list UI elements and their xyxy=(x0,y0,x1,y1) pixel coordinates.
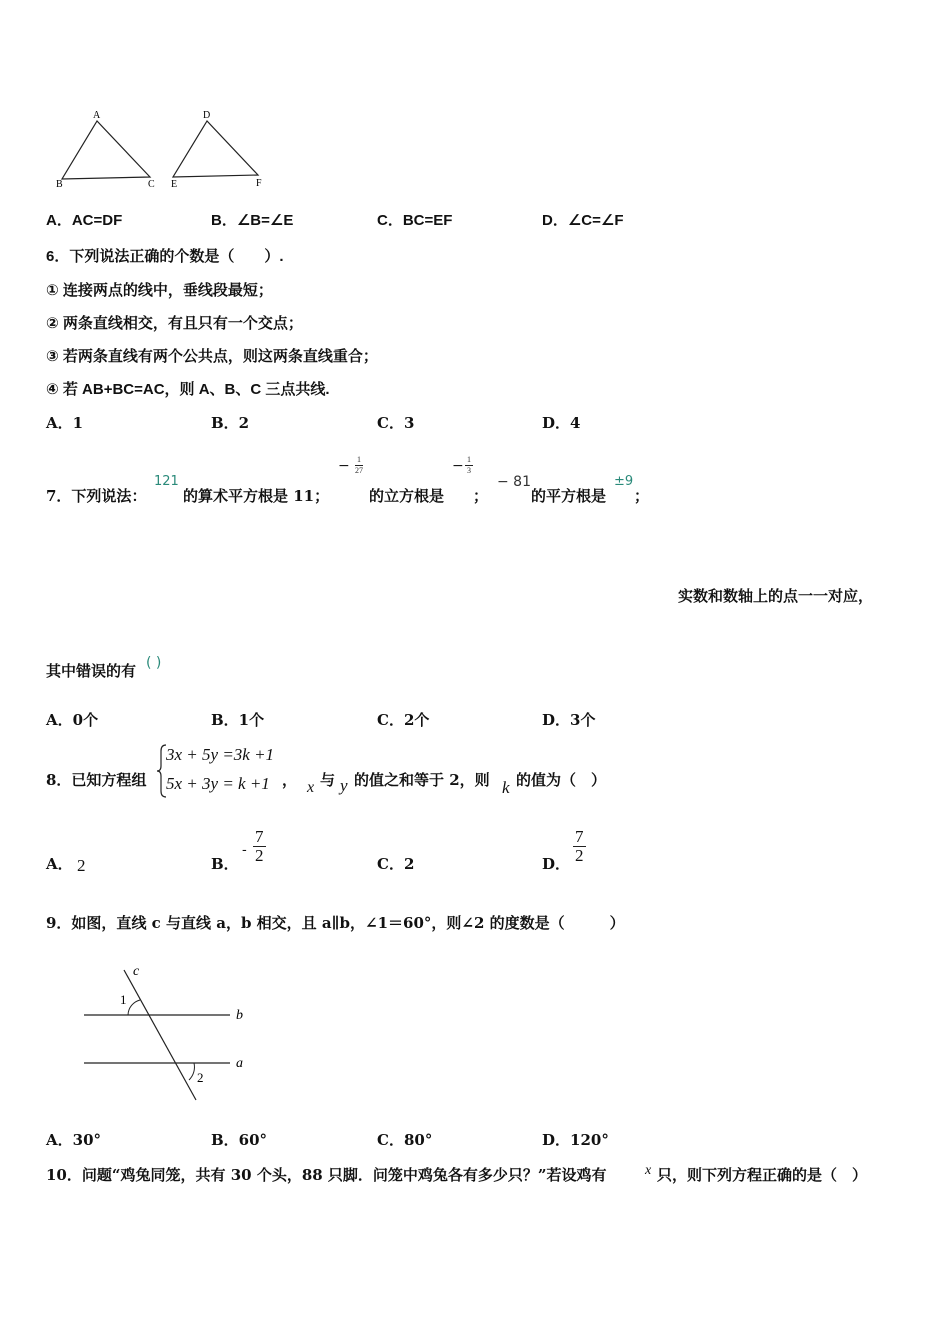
fraction-denominator: 2 xyxy=(575,846,584,865)
q7-fraction-1-27 xyxy=(353,455,365,476)
angle-1-arc xyxy=(128,1000,140,1015)
q6-stem: 6．下列说法正确的个数是（ ）. xyxy=(46,248,284,265)
q8-comma: ， xyxy=(282,771,298,789)
angle-2-arc xyxy=(189,1063,194,1080)
q7-semicolon-2: ； xyxy=(634,487,650,505)
label-d: D xyxy=(203,110,211,121)
triangle-def xyxy=(173,121,258,177)
q5-option-c: C．BC=EF xyxy=(377,212,453,229)
label-a: A xyxy=(93,110,101,121)
q7-plus-minus-9: ±9 xyxy=(614,474,634,489)
q7-option-a: A．0个 xyxy=(46,711,99,729)
q6-item-2: ② 两条直线相交，有且只有一个交点； xyxy=(46,315,303,332)
label-2: 2 xyxy=(197,1070,204,1085)
q7-option-c: C．2个 xyxy=(377,711,430,729)
q8-var-x: x xyxy=(307,779,315,796)
q6-item-4: ④ 若 AB+BC=AC，则 A、B、C 三点共线. xyxy=(46,381,330,398)
label-f: F xyxy=(256,178,262,189)
q8-prefix: 8．已知方程组 xyxy=(46,771,147,789)
line-c xyxy=(124,970,196,1100)
q8-option-d-label: D． xyxy=(542,855,571,873)
q6-option-a: A．1 xyxy=(46,414,84,432)
q5-option-d: D．∠C=∠F xyxy=(542,212,624,229)
q10-stem-b: 只，则下列方程正确的是（ ） xyxy=(657,1166,868,1184)
q7-text-5: 其中错误的有 xyxy=(46,662,137,680)
parallel-lines-figure xyxy=(78,958,268,1106)
fraction-numerator: 7 xyxy=(255,827,264,846)
q7-text-2: 的立方根是 xyxy=(369,487,445,505)
q9-option-c: C．80° xyxy=(377,1131,433,1149)
q7-text-1: 的算术平方根是 11； xyxy=(183,487,330,505)
label-1: 1 xyxy=(120,992,127,1007)
q6-item-3: ③ 若两条直线有两个公共点，则这两条直线重合； xyxy=(46,348,378,365)
q9-option-b: B．60° xyxy=(211,1131,268,1149)
q8-option-a-label: A． xyxy=(46,855,73,873)
q7-neg-sign-2: − xyxy=(452,458,464,474)
q8-option-b-fraction xyxy=(253,828,266,865)
q8-equation-2: 5x + 3y = k +1 xyxy=(166,774,270,793)
q7-option-b: B．1个 xyxy=(211,711,265,729)
label-c: C xyxy=(148,179,155,190)
q8-option-c: C．2 xyxy=(377,855,415,873)
q7-semicolon: ； xyxy=(473,487,489,505)
q8-option-d-fraction xyxy=(573,828,586,865)
q9-stem: 9．如图，直线 c 与直线 a，b 相交，且 a∥b，∠1＝60°，则∠2 的度数是（ ） xyxy=(46,914,625,932)
q7-answer-paren: ( ) xyxy=(146,655,162,671)
q8-yu: 与 xyxy=(320,771,336,789)
q7-text-4: 实数和数轴上的点一一对应， xyxy=(678,587,874,605)
triangles-figure xyxy=(50,105,280,195)
q7-prefix: 7．下列说法： xyxy=(46,487,147,505)
q7-neg-81: − 81 xyxy=(497,474,531,490)
q8-text-2: 的值为（ ） xyxy=(516,771,607,789)
label-b: B xyxy=(56,179,63,190)
q6-item-1: ① 连接两点的线中，垂线段最短； xyxy=(46,282,273,299)
q8-option-b-sign: - xyxy=(242,842,247,858)
fraction-numerator: 1 xyxy=(467,455,471,464)
q7-neg-sign: − xyxy=(338,458,350,474)
label-c: c xyxy=(133,964,140,979)
label-a: a xyxy=(236,1056,243,1071)
fraction-denominator: 2 xyxy=(255,846,264,865)
q9-option-d: D．120° xyxy=(542,1131,609,1149)
label-e: E xyxy=(171,179,178,190)
fraction-denominator: 27 xyxy=(355,466,363,475)
q9-option-a: A．30° xyxy=(46,1131,102,1149)
q7-text-3: 的平方根是 xyxy=(531,487,607,505)
q10-stem-a: 10．问题“鸡兔同笼，共有 30 个头，88 只脚．问笼中鸡兔各有多少只？”若设鸡有 xyxy=(46,1166,607,1184)
label-b: b xyxy=(236,1008,243,1023)
q6-option-d: D．4 xyxy=(542,414,581,432)
q8-equation-1: 3x + 5y =3k +1 xyxy=(166,745,275,764)
fraction-denominator: 3 xyxy=(467,466,471,475)
q6-option-c: C．3 xyxy=(377,414,415,432)
triangle-abc xyxy=(62,121,150,179)
fraction-numerator: 7 xyxy=(575,827,584,846)
q8-option-a-value: 2 xyxy=(77,856,86,875)
q5-option-b: B．∠B=∠E xyxy=(211,212,294,229)
q8-var-y: y xyxy=(340,776,348,795)
q7-option-d: D．3个 xyxy=(542,711,596,729)
q7-number-121: 121 xyxy=(154,474,179,489)
q7-fraction-1-3 xyxy=(465,455,473,476)
q5-option-a: A．AC=DF xyxy=(46,212,123,229)
q8-option-b-label: B． xyxy=(211,855,239,873)
q10-var-x: x xyxy=(645,1163,652,1178)
q8-text-1: 的值之和等于 2，则 xyxy=(354,771,490,789)
fraction-numerator: 1 xyxy=(357,455,361,464)
q8-var-k: k xyxy=(502,778,510,797)
q6-option-b: B．2 xyxy=(211,414,250,432)
